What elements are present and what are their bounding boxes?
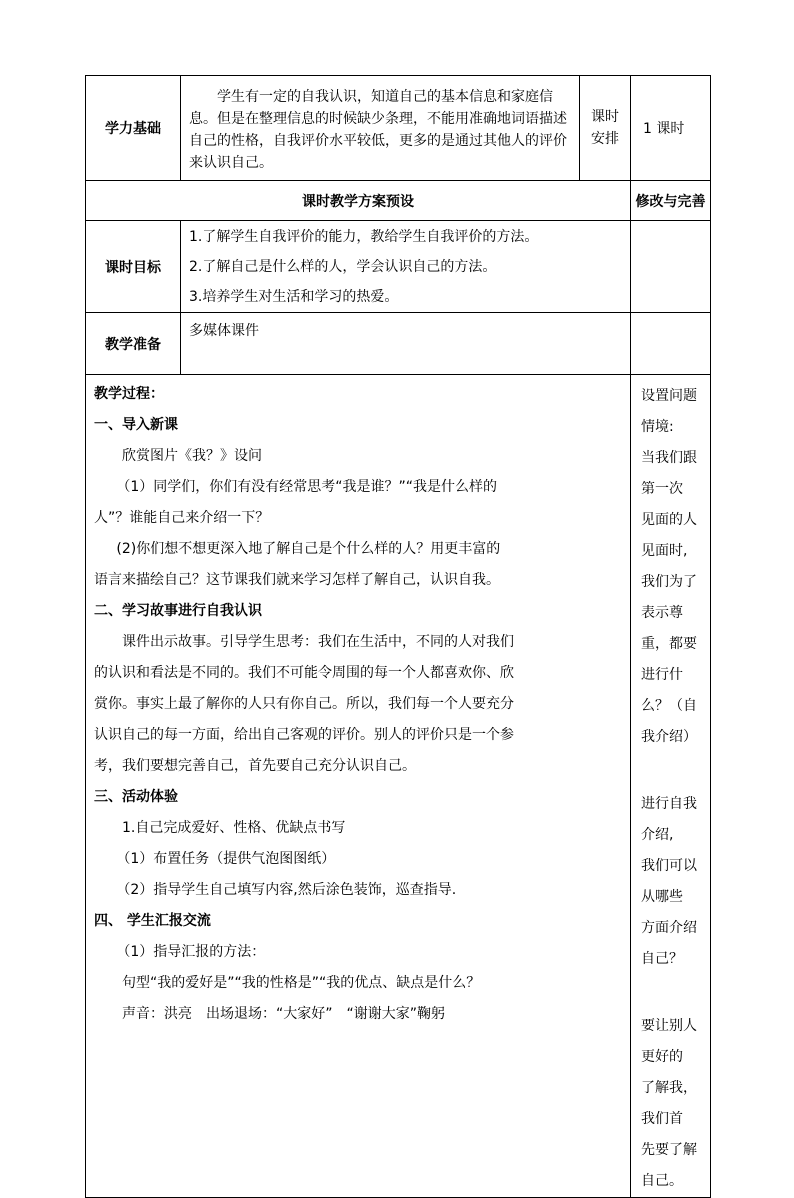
section-2-text: 课件出示故事。引导学生思考：我们在生活中，不同的人对我们 bbox=[122, 634, 514, 650]
row-plan-header bbox=[86, 181, 711, 221]
goals-label: 课时目标 bbox=[86, 221, 181, 313]
section-2-text: 考，我们要想完善自己，首先要自己充分认识自己。 bbox=[94, 758, 416, 774]
hours-label: 课时安排 bbox=[580, 76, 631, 181]
note-line: 么？（自我介绍） bbox=[641, 698, 697, 745]
goal-item: 1.了解学生自我评价的能力，教给学生自我评价的方法。 bbox=[189, 228, 539, 245]
section-4-title: 四、 学生汇报交流 bbox=[94, 913, 211, 929]
row-prep bbox=[86, 313, 711, 375]
section-1-title: 一、导入新课 bbox=[94, 417, 178, 433]
section-4-text: 声音：洪亮 出场退场：“大家好” “谢谢大家”鞠躬 bbox=[122, 1006, 446, 1022]
foundation-text: 学生有一定的自我认识，知道自己的基本信息和家庭信息。但是在整理信息的时候缺少条理，不能用准确地词语描述自己的性格，自我评价水平较低，更多的是通过其他人的评价来认识自己。 bbox=[181, 76, 580, 181]
goals-list bbox=[181, 221, 631, 313]
section-3-title: 三、活动体验 bbox=[94, 789, 178, 805]
revise-notes-cell bbox=[631, 375, 711, 1198]
process-title: 教学过程： bbox=[94, 386, 164, 402]
row-foundation bbox=[86, 76, 711, 181]
section-4-text: （1）指导汇报的方法： bbox=[116, 944, 266, 960]
prep-text: 多媒体课件 bbox=[181, 313, 631, 375]
section-2-title: 二、学习故事进行自我认识 bbox=[94, 603, 262, 619]
plan-title: 课时教学方案预设 bbox=[86, 181, 631, 221]
section-1-text: 欣赏图片《我？》设问 bbox=[122, 448, 262, 464]
note-line: 设置问题情境: bbox=[641, 388, 697, 435]
note-line: 我们为了表示尊 bbox=[641, 574, 697, 621]
process-cell bbox=[86, 375, 631, 1198]
goals-revise-cell bbox=[631, 221, 711, 313]
row-goals bbox=[86, 221, 711, 313]
note-line: 先要了解自己。 bbox=[641, 1142, 697, 1189]
section-1-text: （1）同学们，你们有没有经常思考“我是谁？”“我是什么样的 bbox=[116, 479, 498, 495]
section-1-text: 语言来描绘自己？这节课我们就来学习怎样了解自己，认识自我。 bbox=[94, 572, 500, 588]
section-3-text: （1）布置任务（提供气泡图图纸） bbox=[116, 851, 336, 867]
section-3-text: 1.自己完成爱好、性格、优缺点书写 bbox=[122, 820, 346, 836]
section-4-text: 句型“我的爱好是”“我的性格是”“我的优点、缺点是什么？ bbox=[122, 975, 481, 991]
note-line: 要让别人更好的 bbox=[641, 1018, 697, 1065]
row-process bbox=[86, 375, 711, 1198]
revise-title: 修改与完善 bbox=[631, 181, 711, 221]
goal-item: 2.了解自己是什么样的人，学会认识自己的方法。 bbox=[189, 258, 497, 275]
section-1-text: (2)你们想不想更深入地了解自己是个什么样的人？用更丰富的 bbox=[116, 541, 501, 557]
note-line: 方面介绍自己？ bbox=[641, 920, 697, 967]
note-line: 进行自我介绍, bbox=[641, 796, 697, 843]
section-1-text: 人”？谁能自己来介绍一下？ bbox=[94, 510, 270, 526]
section-3-text: （2）指导学生自己填写内容,然后涂色装饰，巡查指导. bbox=[116, 882, 457, 898]
note-line: 见面的人见面时, bbox=[641, 512, 697, 559]
note-line: 了解我，我们首 bbox=[641, 1080, 697, 1127]
note-line: 我们可以从哪些 bbox=[641, 858, 697, 905]
section-2-text: 的认识和看法是不同的。我们不可能令周围的每一个人都喜欢你、欣 bbox=[94, 665, 514, 681]
foundation-label: 学力基础 bbox=[86, 76, 181, 181]
prep-revise-cell bbox=[631, 313, 711, 375]
goal-item: 3.培养学生对生活和学习的热爱。 bbox=[189, 288, 399, 305]
note-line: 当我们跟第一次 bbox=[641, 450, 697, 497]
prep-label: 教学准备 bbox=[86, 313, 181, 375]
section-2-text: 赏你。事实上最了解你的人只有你自己。所以，我们每一个人要充分 bbox=[94, 696, 514, 712]
section-2-text: 认识自己的每一方面，给出自己客观的评价。别人的评价只是一个参 bbox=[94, 727, 514, 743]
lesson-plan-table bbox=[85, 75, 711, 1198]
note-line: 重，都要进行什 bbox=[641, 636, 697, 683]
hours-value: 1 课时 bbox=[631, 76, 711, 181]
